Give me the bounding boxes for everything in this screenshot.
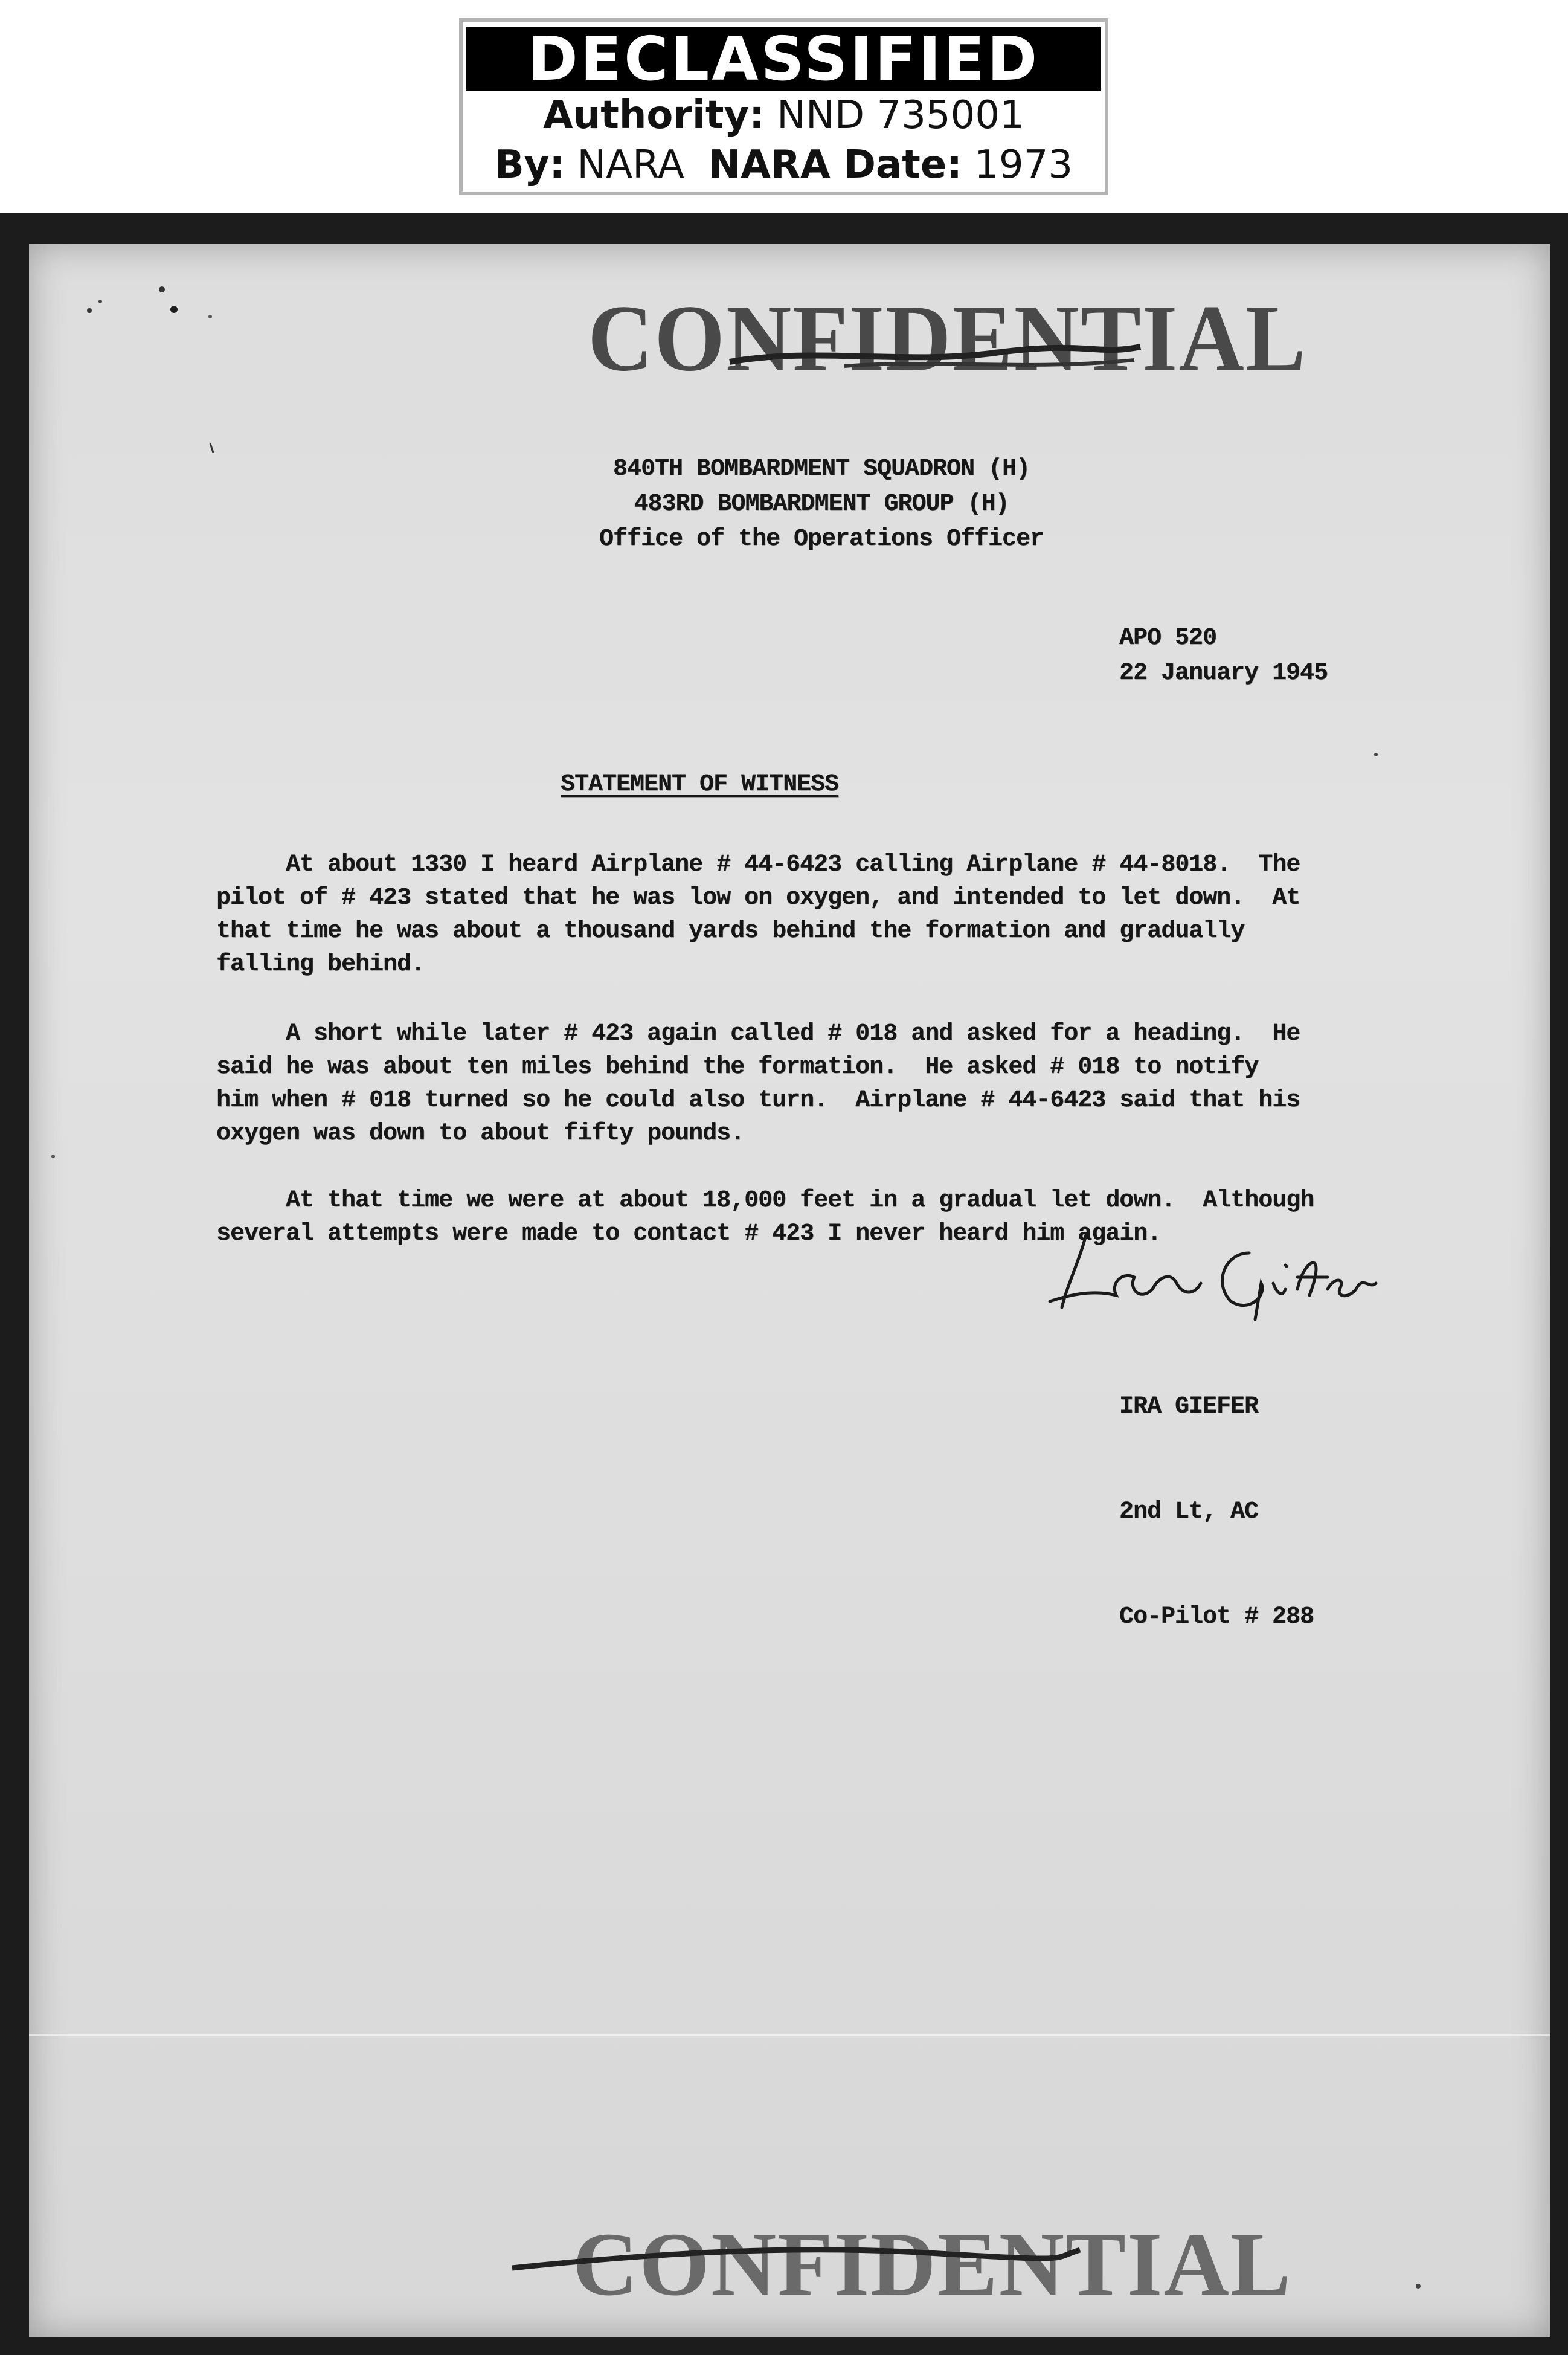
header-group: 483RD BOMBARDMENT GROUP (H) bbox=[634, 491, 1009, 518]
paragraph-3: At that time we were at about 18,000 feet in a gradual let down. Although several attempts were made to contact # 423 I never heard him again. bbox=[216, 1187, 1314, 1248]
paragraph-2: A short while later # 423 again called # 018 and asked for a heading. He said he was about ten miles behind the formation. He asked # 018 to notify him when # 018 turned so he could also turn. Airplane # 44-6423 said that his oxygen was down to about fifty pounds. bbox=[216, 1020, 1300, 1147]
paragraph-1: At about 1330 I heard Airplane # 44-6423 calling Airplane # 44-8018. The pilot of # 423 stated that he was low on oxygen, and intended to let down. At that time he was about a thousand yards behind the formation and gradually falling behind. bbox=[216, 851, 1300, 978]
declassified-title: DECLASSIFIED bbox=[466, 27, 1101, 91]
signer-role: Co-Pilot # 288 bbox=[1119, 1603, 1314, 1631]
declassified-banner bbox=[459, 18, 1108, 195]
nara-date-label: NARA Date: bbox=[708, 143, 962, 187]
signer-rank: 2nd Lt, AC bbox=[1119, 1498, 1259, 1525]
handwritten-signature bbox=[1044, 1211, 1382, 1332]
signature-block bbox=[1119, 1319, 1314, 1705]
signer-name: IRA GIEFER bbox=[1119, 1393, 1259, 1420]
authority-line bbox=[463, 93, 1105, 138]
nara-date-value: 1973 bbox=[974, 143, 1073, 187]
statement-title: STATEMENT OF WITNESS bbox=[561, 771, 839, 798]
confidential-stamp-top: CONFIDENTIAL bbox=[588, 285, 1307, 391]
scanned-document bbox=[0, 213, 1568, 2355]
authority-label: Authority: bbox=[543, 93, 765, 138]
document-page bbox=[29, 244, 1550, 2337]
header-squadron: 840TH BOMBARDMENT SQUADRON (H) bbox=[612, 456, 1030, 483]
by-value: NARA bbox=[577, 143, 684, 187]
confidential-stamp-bottom: CONFIDENTIAL bbox=[573, 2214, 1292, 2315]
by-line bbox=[463, 143, 1105, 187]
document-date: 22 January 1945 bbox=[1119, 660, 1328, 687]
header-office: Office of the Operations Officer bbox=[599, 526, 1044, 553]
authority-value: NND 735001 bbox=[777, 93, 1024, 138]
by-label: By: bbox=[494, 143, 565, 187]
apo-line: APO 520 bbox=[1119, 625, 1217, 652]
